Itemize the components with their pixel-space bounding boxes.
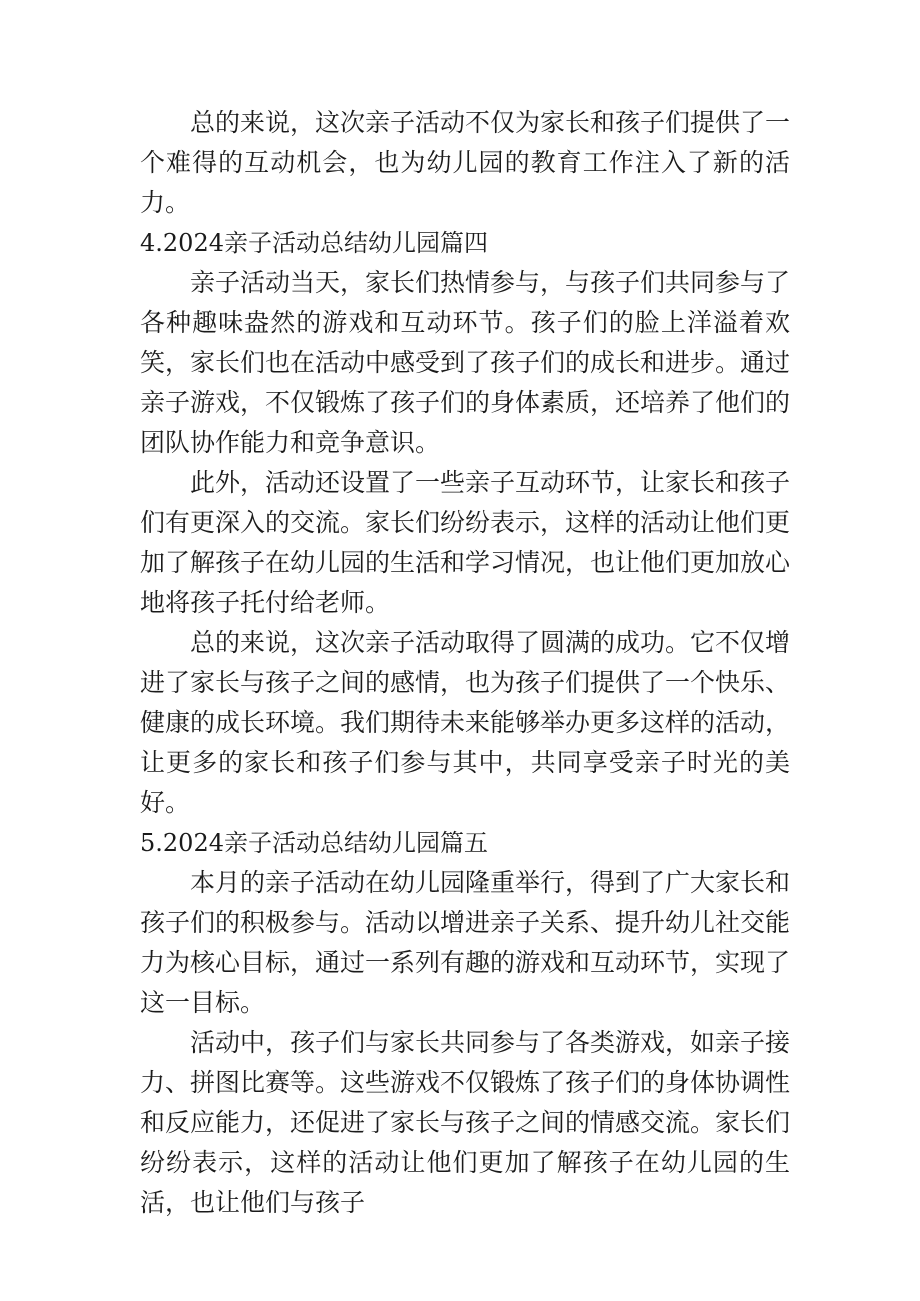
paragraph-interaction: 此外，活动还设置了一些亲子互动环节，让家长和孩子们有更深入的交流。家长们纷纷表示，这样的活动让他们更加了解孩子在幼儿园的生活和学习情况，也让他们更加放心地将孩子托付给老师。 — [140, 468, 791, 617]
paragraph-conclusion-part3: 总的来说，这次亲子活动不仅为家长和孩子们提供了一个难得的互动机会，也为幼儿园的教育工作注入了新的活力。 — [140, 108, 791, 217]
section-heading-part4: 4.2024亲子活动总结幼儿园篇四 — [140, 229, 488, 257]
paragraph-activity-day: 亲子活动当天，家长们热情参与，与孩子们共同参与了各种趣味盎然的游戏和互动环节。孩子们的脸上洋溢着欢笑，家长们也在活动中感受到了孩子们的成长和进步。通过亲子游戏，不仅锻炼了孩子们的身体素质，还培养了他们的团队协作能力和竞争意识。 — [140, 268, 791, 457]
paragraph-games: 活动中，孩子们与家长共同参与了各类游戏，如亲子接力、拼图比赛等。这些游戏不仅锻炼了孩子们的身体协调性和反应能力，还促进了家长与孩子之间的情感交流。家长们纷纷表示，这样的活动让他们更加了解孩子在幼儿园的生活，也让他们与孩子 — [140, 1028, 791, 1217]
section-heading-part5: 5.2024亲子活动总结幼儿园篇五 — [140, 829, 488, 857]
document-body — [140, 103, 790, 1223]
paragraph-monthly-activity: 本月的亲子活动在幼儿园隆重举行，得到了广大家长和孩子们的积极参与。活动以增进亲子关系、提升幼儿社交能力为核心目标，通过一系列有趣的游戏和互动环节，实现了这一目标。 — [140, 868, 791, 1017]
paragraph-conclusion-part4: 总的来说，这次亲子活动取得了圆满的成功。它不仅增进了家长与孩子之间的感情，也为孩子们提供了一个快乐、健康的成长环境。我们期待未来能够举办更多这样的活动，让更多的家长和孩子们参与其中，共同享受亲子时光的美好。 — [140, 628, 791, 817]
